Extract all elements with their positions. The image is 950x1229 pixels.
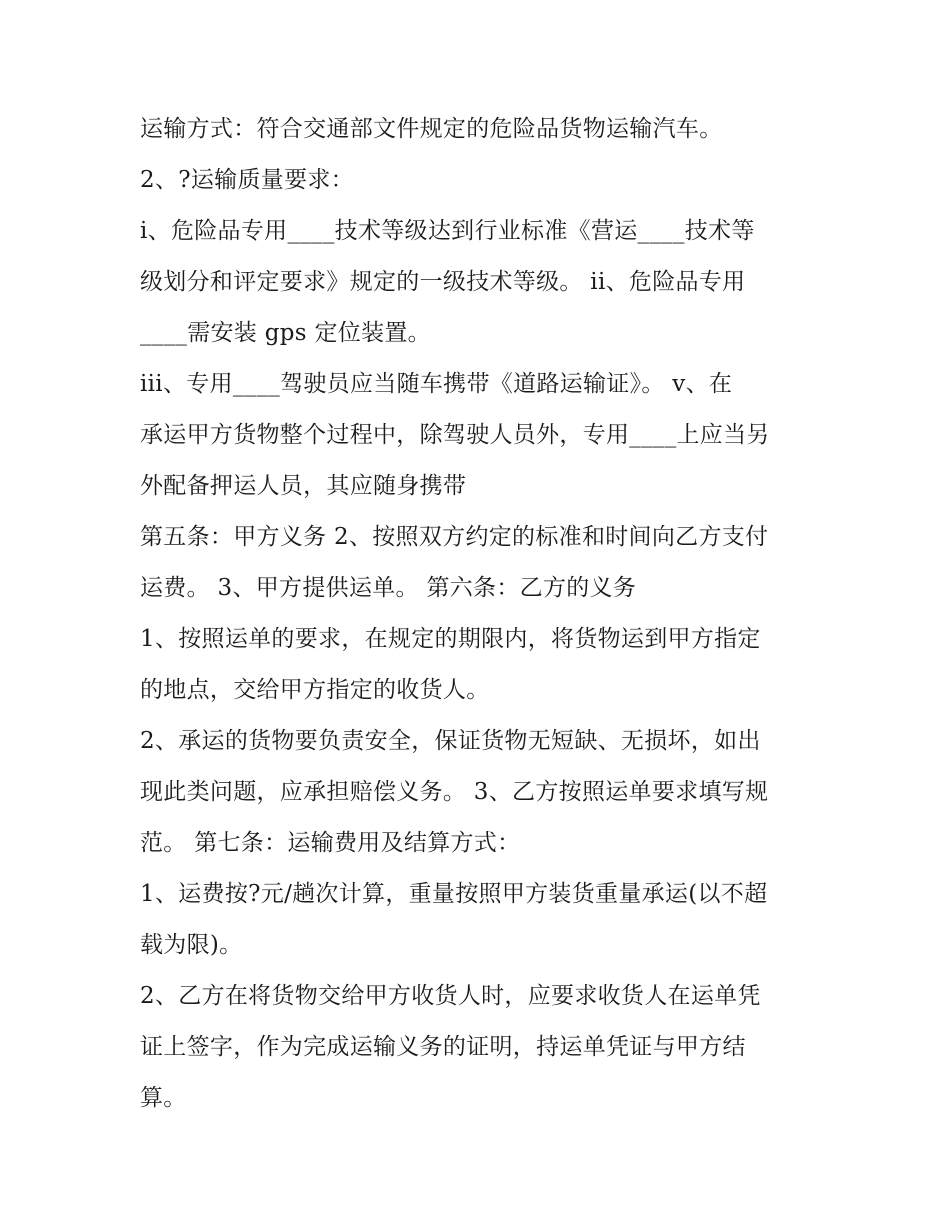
text-line: 承运甲方货物整个过程中，除驾驶人员外，专用____上应当另 (140, 422, 770, 448)
text-line: 现此类问题，应承担赔偿义务。 3、乙方按照运单要求填写规 (140, 779, 769, 805)
text-line: 范。 第七条：运输费用及结算方式： (140, 830, 521, 856)
document-body (140, 104, 810, 1124)
text-line: 1、运费按?元/趟次计算，重量按照甲方装货重量承运(以不超 (140, 881, 768, 907)
text-line: 运输方式：符合交通部文件规定的危险品货物运输汽车。 (140, 116, 723, 142)
text-line: 第五条：甲方义务 2、按照双方约定的标准和时间向乙方支付 (140, 524, 769, 550)
text-line: 载为限)。 (140, 932, 243, 958)
text-line: 运费。 3、甲方提供运单。 第六条：乙方的义务 (140, 575, 637, 601)
text-line: 算。 (140, 1085, 187, 1111)
text-line: iii、专用____驾驶员应当随车携带《道路运输证》。 v、在 (140, 371, 733, 397)
text-line: 证上签字，作为完成运输义务的证明，持运单凭证与甲方结 (140, 1034, 746, 1060)
text-line: 外配备押运人员，其应随身携带 (140, 473, 467, 499)
text-line: 的地点，交给甲方指定的收货人。 (140, 677, 490, 703)
text-line: i、危险品专用____技术等级达到行业标准《营运____技术等 (140, 218, 755, 244)
text-line: 2、?运输质量要求： (140, 167, 354, 193)
text-line: 2、乙方在将货物交给甲方收货人时，应要求收货人在运单凭 (140, 983, 761, 1009)
text-line: ____需安装 gps 定位装置。 (140, 320, 431, 346)
text-line: 级划分和评定要求》规定的一级技术等级。 ii、危险品专用 (140, 269, 746, 295)
text-line: 1、按照运单的要求，在规定的期限内，将货物运到甲方指定 (140, 626, 761, 652)
text-line: 2、承运的货物要负责安全，保证货物无短缺、无损坏，如出 (140, 728, 761, 754)
